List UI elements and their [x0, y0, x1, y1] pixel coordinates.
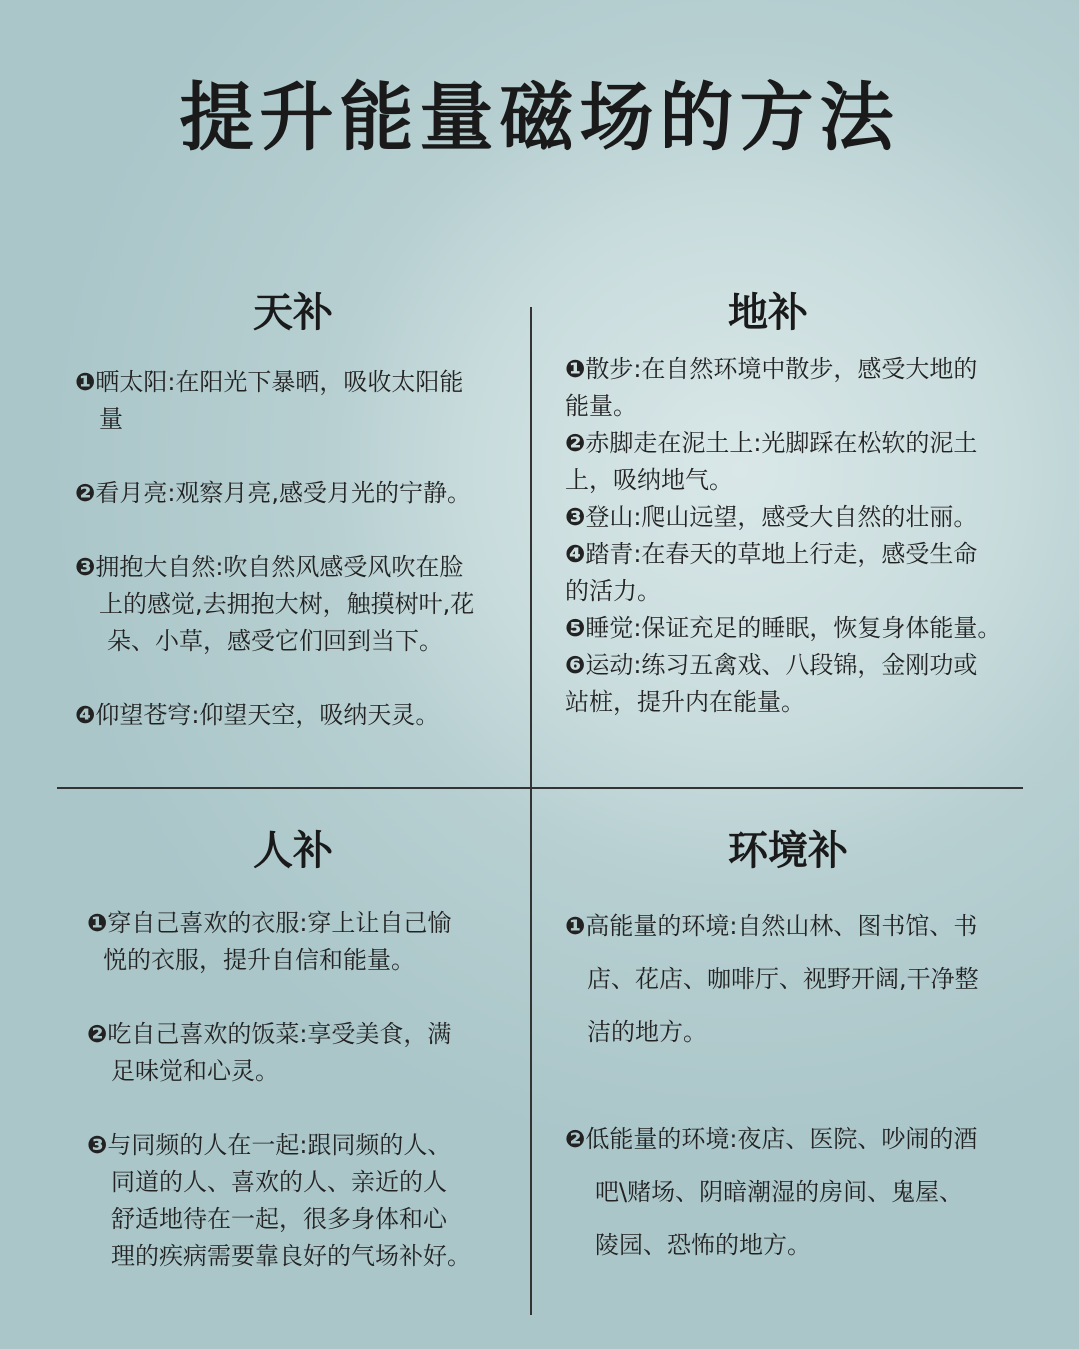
item-text-continued: 站桩，提升内在能量。 [565, 688, 805, 716]
item-text: 与同频的人在一起:跟同频的人、 [107, 1131, 452, 1159]
list-item [87, 1127, 517, 1164]
item-text-continued: 店、花店、咖啡厅、视野开阔,干净整 [587, 965, 979, 993]
item-number: ❹ [565, 540, 586, 568]
item-text-continued: 洁的地方。 [587, 1018, 707, 1046]
list-item [565, 351, 1045, 388]
item-number: ❶ [87, 909, 108, 937]
item-text: 散步:在自然环境中散步，感受大地的 [585, 355, 978, 383]
item-text: 看月亮:观察月亮,感受月光的宁静。 [95, 479, 472, 507]
item-text-continued: 吧\赌场、阴暗潮湿的房间、鬼屋、 [595, 1178, 964, 1206]
item-text-continued: 量 [99, 405, 123, 433]
item-text-continued: 同道的人、喜欢的人、亲近的人 [111, 1168, 447, 1196]
list-item [565, 610, 1045, 647]
item-text: 低能量的环境:夜店、医院、吵闹的酒 [585, 1125, 978, 1153]
item-text: 赤脚走在泥土上:光脚踩在松软的泥土 [585, 429, 978, 457]
item-text-continued: 朵、小草，感受它们回到当下。 [107, 627, 443, 655]
section-heading-dibu: 地补 [728, 290, 808, 336]
list-item [565, 647, 1045, 684]
item-number: ❺ [565, 614, 586, 642]
list-item [565, 499, 1045, 536]
list-item [565, 536, 1045, 573]
item-text-continued: 的活力。 [565, 577, 661, 605]
item-number: ❷ [565, 429, 586, 457]
list-dibu [565, 351, 1045, 721]
item-number: ❻ [565, 651, 586, 679]
vertical-divider [530, 307, 532, 1315]
list-renbu [87, 905, 517, 1275]
item-text: 运动:练习五禽戏、八段锦，金刚功或 [585, 651, 978, 679]
item-number: ❷ [75, 479, 96, 507]
list-item [75, 475, 515, 512]
item-text-continued: 上的感觉,去拥抱大树，触摸树叶,花 [99, 590, 475, 618]
item-text: 踏青:在春天的草地上行走，感受生命 [585, 540, 978, 568]
list-item [565, 425, 1045, 462]
section-heading-renbu: 人补 [253, 828, 333, 874]
item-number: ❷ [565, 1125, 586, 1153]
list-item [565, 900, 1045, 953]
item-text: 穿自己喜欢的衣服:穿上让自己愉 [107, 909, 452, 937]
list-item [87, 1016, 517, 1053]
item-text: 登山:爬山远望，感受大自然的壮丽。 [585, 503, 978, 531]
item-text: 拥抱大自然:吹自然风感受风吹在脸 [95, 553, 464, 581]
item-number: ❶ [565, 355, 586, 383]
section-heading-huanjingbu: 环境补 [728, 828, 848, 874]
item-text-continued: 陵园、恐怖的地方。 [595, 1231, 811, 1259]
list-tianbu [75, 364, 515, 734]
horizontal-divider [57, 787, 1023, 789]
item-text: 睡觉:保证充足的睡眠，恢复身体能量。 [585, 614, 1002, 642]
list-item [565, 1113, 1045, 1166]
item-text: 高能量的环境:自然山林、图书馆、书 [585, 912, 978, 940]
list-item [75, 549, 515, 586]
list-item [87, 905, 517, 942]
list-huanjingbu [565, 900, 1045, 1272]
item-text-continued: 足味觉和心灵。 [111, 1057, 279, 1085]
item-text-continued: 理的疾病需要靠良好的气场补好。 [111, 1242, 471, 1270]
item-text-continued: 上，吸纳地气。 [565, 466, 733, 494]
item-number: ❸ [565, 503, 586, 531]
item-number: ❸ [87, 1131, 108, 1159]
item-text: 仰望苍穹:仰望天空，吸纳天灵。 [95, 701, 440, 729]
item-text-continued: 能量。 [565, 392, 637, 420]
item-text-continued: 悦的衣服，提升自信和能量。 [103, 946, 415, 974]
section-heading-tianbu: 天补 [253, 290, 333, 336]
item-number: ❹ [75, 701, 96, 729]
list-item [75, 364, 515, 401]
item-number: ❶ [565, 912, 586, 940]
item-text: 吃自己喜欢的饭菜:享受美食，满 [107, 1020, 452, 1048]
page-title: 提升能量磁场的方法 [179, 75, 900, 161]
item-number: ❶ [75, 368, 96, 396]
item-number: ❸ [75, 553, 96, 581]
item-text: 晒太阳:在阳光下暴晒，吸收太阳能 [95, 368, 464, 396]
list-item [75, 697, 515, 734]
item-text-continued: 舒适地待在一起，很多身体和心 [111, 1205, 447, 1233]
item-number: ❷ [87, 1020, 108, 1048]
